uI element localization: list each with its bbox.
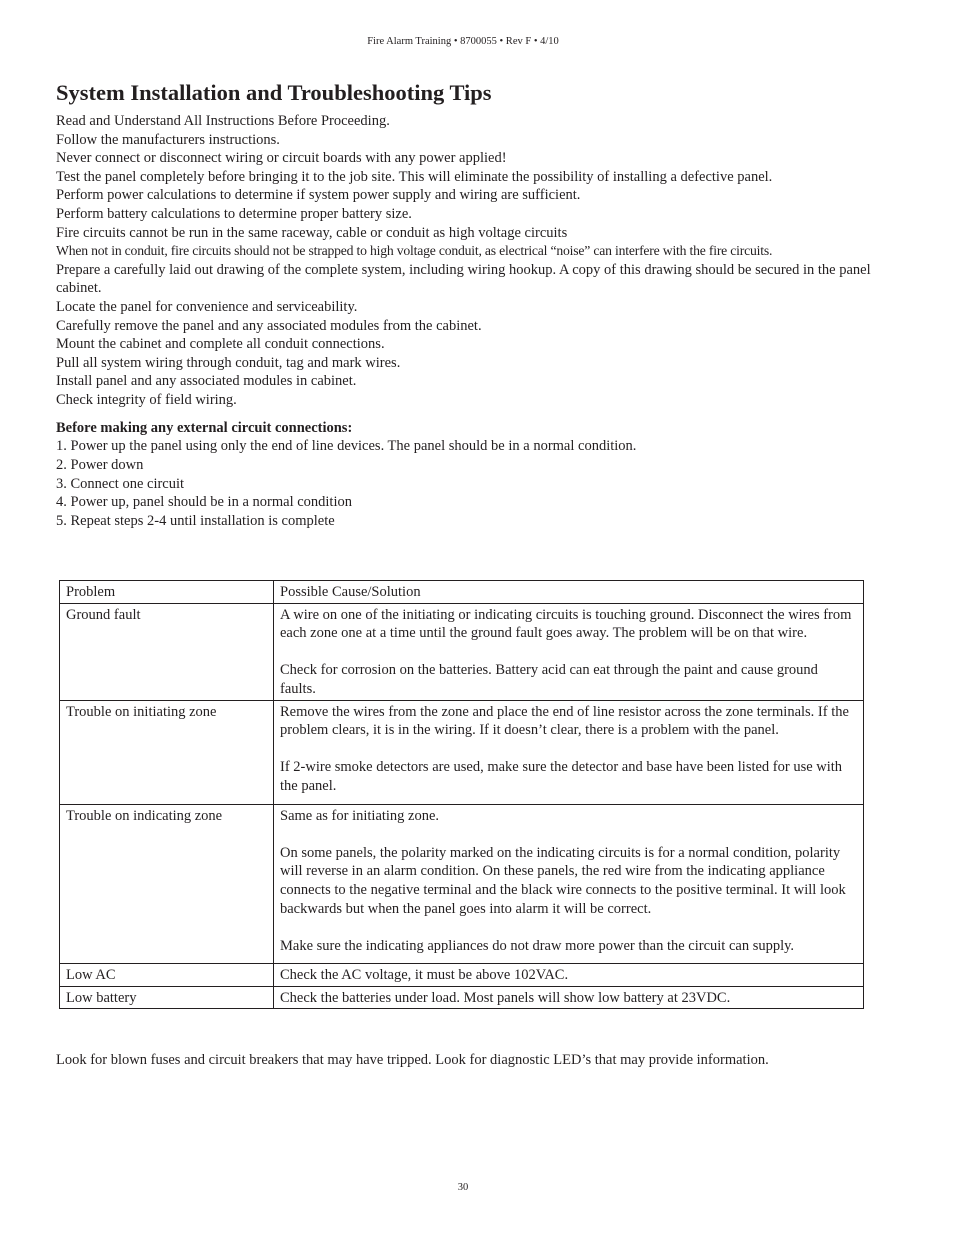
problem-column-header: Problem xyxy=(60,581,274,604)
tip-item: Never connect or disconnect wiring or circuit boards with any power applied! xyxy=(56,150,507,167)
tip-item: Perform battery calculations to determine proper battery size. xyxy=(56,205,412,222)
step-item: 5. Repeat steps 2-4 until installation is complete xyxy=(56,513,335,530)
table-header-row xyxy=(60,581,864,604)
table-row xyxy=(60,804,864,964)
problem-cell: Trouble on indicating zone xyxy=(60,804,274,964)
table-row xyxy=(60,964,864,987)
table-row xyxy=(60,986,864,1009)
table-row xyxy=(60,603,864,700)
step-item: 3. Connect one circuit xyxy=(56,475,185,492)
tip-item: Mount the cabinet and complete all conduit connections. xyxy=(56,336,385,353)
tip-item: Pull all system wiring through conduit, tag and mark wires. xyxy=(56,354,401,371)
step-item: 2. Power down xyxy=(56,456,144,473)
tip-item: Locate the panel for convenience and serviceability. xyxy=(56,298,358,315)
solution-paragraph: On some panels, the polarity marked on the indicating circuits is for a normal condition, polarity will reverse in an alarm condition. On these panels, the red wire from the indicating appliance connects to the negative terminal and the black wire connects to the positive terminal. It will look backwards but when the panel goes into alarm it will be correct. xyxy=(280,844,846,917)
solution-paragraph: Remove the wires from the zone and place the end of line resistor across the zone terminals. If the problem clears, it is in the wiring. If it doesn’t clear, there is a problem with the panel. xyxy=(280,703,849,739)
solution-paragraph: A wire on one of the initiating or indicating circuits is touching ground. Disconnect the wires from each zone one at a time until the ground fault goes away. The problem will be on that wire. xyxy=(280,606,852,642)
steps-heading: Before making any external circuit connections: xyxy=(56,420,353,436)
solution-paragraph: Check the batteries under load. Most panels will show low battery at 23VDC. xyxy=(280,989,731,1006)
solution-paragraph: Make sure the indicating appliances do not draw more power than the circuit can supply. xyxy=(280,937,795,954)
solution-cell xyxy=(274,700,864,804)
solution-cell xyxy=(274,964,864,987)
solution-cell xyxy=(274,603,864,700)
step-item: 4. Power up, panel should be in a normal condition xyxy=(56,494,352,511)
page-number: 30 xyxy=(457,1182,469,1193)
footer-note: Look for blown fuses and circuit breakers that may have tripped. Look for diagnostic LED’s that may provide information. xyxy=(56,1052,769,1068)
tip-item: Follow the manufacturers instructions. xyxy=(56,131,280,148)
power-up-steps-list xyxy=(56,437,876,531)
tip-item: Fire circuits cannot be run in the same raceway, cable or conduit as high voltage circuits xyxy=(56,224,568,241)
running-header: Fire Alarm Training • 8700055 • Rev F • 4/10 xyxy=(367,36,559,47)
table-row xyxy=(60,700,864,804)
solution-paragraph: If 2-wire smoke detectors are used, make sure the detector and base have been listed for use with the panel. xyxy=(280,759,843,794)
troubleshooting-table xyxy=(59,580,864,1009)
tip-item: Prepare a carefully laid out drawing of the complete system, including wiring hookup. A copy of this drawing should be secured in the panel cabinet. xyxy=(56,261,871,297)
solution-column-header: Possible Cause/Solution xyxy=(274,581,864,604)
tip-item: Read and Understand All Instructions Before Proceeding. xyxy=(56,113,390,129)
tip-item: Install panel and any associated modules in cabinet. xyxy=(56,373,357,390)
installation-tips-list xyxy=(56,112,876,410)
solution-cell xyxy=(274,804,864,964)
problem-cell: Trouble on initiating zone xyxy=(60,700,274,804)
tip-item: Check integrity of field wiring. xyxy=(56,391,237,408)
solution-paragraph: Check for corrosion on the batteries. Battery acid can eat through the paint and cause ground faults. xyxy=(280,662,818,697)
tip-item: When not in conduit, fire circuits should not be strapped to high voltage conduit, as electrical “noise” can interfere with the fire circuits. xyxy=(56,243,773,259)
tip-item: Perform power calculations to determine if system power supply and wiring are sufficient. xyxy=(56,187,581,204)
tip-item: Carefully remove the panel and any associated modules from the cabinet. xyxy=(56,317,482,334)
tip-item: Test the panel completely before bringing it to the job site. This will eliminate the possibility of installing a defective panel. xyxy=(56,168,773,185)
solution-paragraph: Same as for initiating zone. xyxy=(280,807,440,824)
page-title: System Installation and Troubleshooting Tips xyxy=(56,80,492,105)
problem-cell: Ground fault xyxy=(60,603,274,700)
problem-cell: Low battery xyxy=(60,986,274,1009)
problem-cell: Low AC xyxy=(60,964,274,987)
solution-cell xyxy=(274,986,864,1009)
solution-paragraph: Check the AC voltage, it must be above 102VAC. xyxy=(280,967,569,984)
step-item: 1. Power up the panel using only the end of line devices. The panel should be in a normal condition. xyxy=(56,438,637,454)
